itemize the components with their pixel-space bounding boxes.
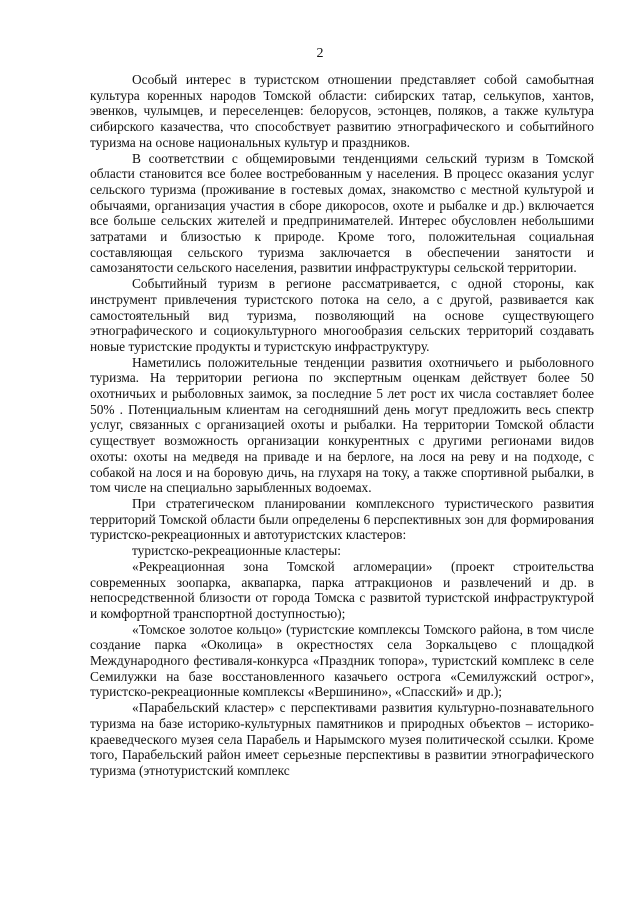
paragraph-golden-ring: «Томское золотое кольцо» (туристские комплексы Томского района, в том числе создание парка «Околица» в окрестностях села Зоркальцево с площадкой Международного фестиваля-конкурса «Праздник топора», туристский комплекс в селе Семилужки на базе восстановленного казачьего острога «Семилужский острог», туристско-рекреационные комплексы «Вершинино», «Спасский» и др.);: [90, 621, 594, 700]
paragraph-hunting-fishing: Наметились положительные тенденции развития охотничьего и рыболовного туризма. На территории региона по экспертным оценкам действует более 50 охотничьих и рыболовных заимок, за последние 5 лет рост их числа составляет более 50% . Потенциальным клиентам на сегодняшний день могут предложить весь спектр услуг, связанных с организацией охоты и рыбалки. На территории Томской области существует возможность организации конкурентных с другими регионами видов охоты: охоты на медведя на приваде и на берлоге, на лося на реву и на подходе, с собакой на лося и на боровую дичь, на глухаря на току, а также спортивной рыбалки, в том числе на специально зарыбленных водоемах.: [90, 354, 594, 496]
document-body: [90, 72, 594, 779]
page-number: 2: [316, 46, 324, 61]
paragraph-parabel-cluster: «Парабельский кластер» с перспективами развития культурно-познавательного туризма на базе историко-культурных памятников и природных объектов – историко-краеведческого музея села Парабель и Нарымского музея политической ссылки. Кроме того, Парабельский район имеет серьезные перспективы в развитии этнографического туризма (этнотуристский комплекс: [90, 700, 594, 778]
paragraph-tomsk-agglomeration: «Рекреационная зона Томской агломерации» (проект строительства современных зоопарка, аквапарка, парка аттракционов и развлечений и др. в непосредственной близости от города Томска с развитой туристской инфраструктурой и комфортной транспортной доступностью);: [90, 558, 594, 621]
paragraph-cluster-heading: туристско-рекреационные кластеры:: [132, 543, 341, 559]
paragraph-cultural-interest: Особый интерес в туристском отношении представляет собой самобытная культура коренных народов Томской области: сибирских татар, селькупов, хантов, эвенков, чулымцев, и переселенцев: белорусов, эстонцев, поляков, а также культура сибирского казачества, что способствует развитию этнографического и событийного туризма на основе национальных культур и праздников.: [90, 72, 594, 150]
paragraph-event-tourism: Событийный туризм в регионе рассматривается, с одной стороны, как инструмент привлечения туристского потока на село, а с другой, развивается как самостоятельный вид туризма, позволяющий на основе существующего этнографического и социокультурного многообразия сельских территорий создавать новые туристские продукты и туристскую инфраструктуру.: [90, 276, 594, 354]
paragraph-strategic-planning: При стратегическом планировании комплексного туристического развития территорий Томской области были определены 6 перспективных зон для формирования туристско-рекреационных и автотуристских кластеров:: [90, 495, 594, 543]
paragraph-rural-tourism: В соответствии с общемировыми тенденциями сельский туризм в Томской области становится все более востребованным у населения. В процесс оказания услуг сельского туризма (проживание в гостевых домах, знакомство с местной культурой и обычаями, организация участия в сборе дикоросов, охоте и рыбалке и др.) включается все больше сельских жителей и предпринимателей. Интерес обусловлен небольшими затратами и близостью к природе. Кроме того, положительная социальная составляющая сельского туризма заключается в обеспечении занятости и самозанятости сельского населения, развитии инфраструктуры сельской территории.: [90, 150, 594, 276]
